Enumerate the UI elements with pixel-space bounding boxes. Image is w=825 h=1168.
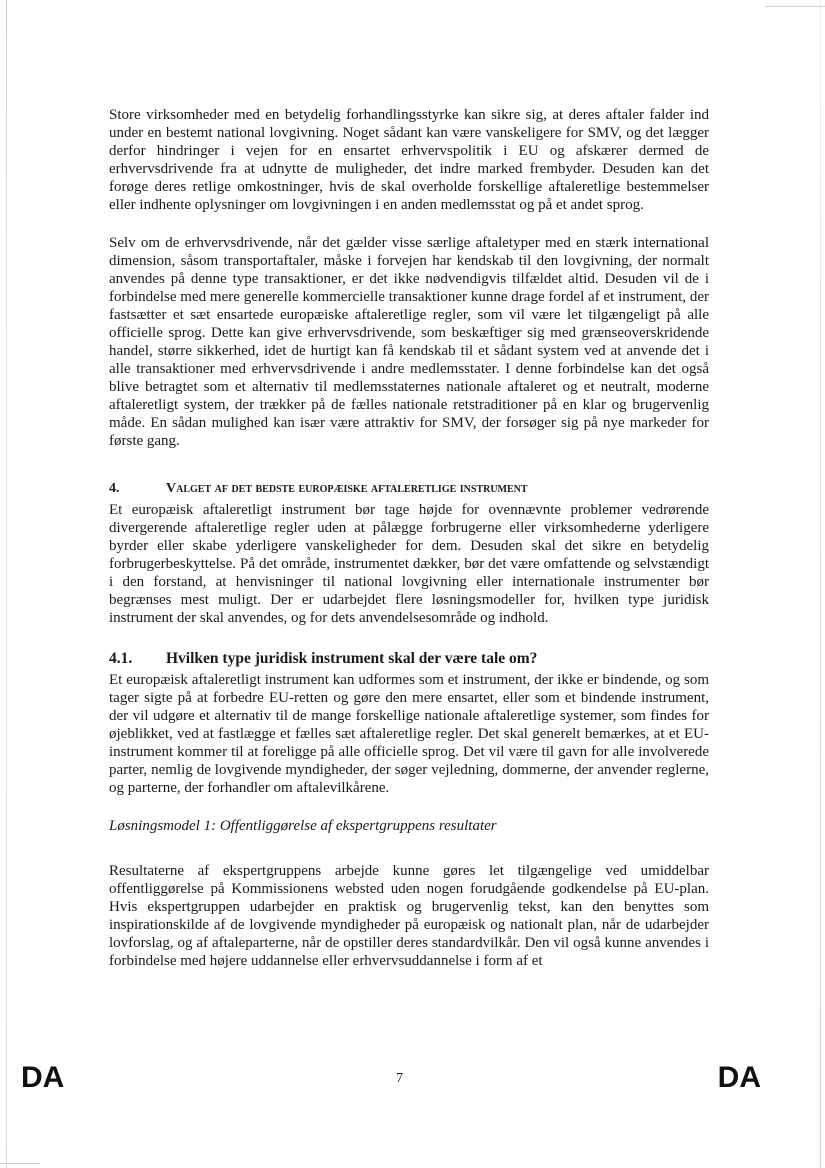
scan-edge-left: [6, 0, 7, 1168]
paragraph-instrument-requirements: Et europæisk aftaleretligt instrument bør tage højde for ovennævnte problemer vedrørende divergerende aftaleretlige regler uden at pålægge forbrugerne eller virksomhederne yderligere byrder eller skabe yderligere vanskeligheder for dem. Desuden skal det sikre en betydelig forbrugerbeskyttelse. På det område, instrumentet dækker, bør det være omfattende og selvstændigt i den forstand, at henvisninger til national lovgivning eller internationale instrumenter bør begrænses mest muligt. Der er udarbejdet flere løsningsmodeller for, hvilken type juridisk instrument der skal anvendes, og for dets anvendelsesområde og indhold.: [109, 502, 709, 626]
scan-mark-bottom: [0, 1163, 40, 1164]
paragraph-international-dimension: Selv om de erhvervsdrivende, når det gælder visse særlige aftaletyper med en stærk international dimension, såsom transportaftaler, måske i forvejen har kendskab til den lovgivning, der normalt anvendes på denne type transaktioner, er det ikke nødvendigvis tilfældet altid. Desuden vil de i forbindelse med mere generelle kommercielle transaktioner kunne drage fordel af et instrument, der fastsætter et sæt ensartede europæiske aftaleretlige regler, som vil være let tilgængeligt på alle officielle sprog. Dette kan give erhvervsdrivende, som beskæftiger sig med grænseoverskridende handel, større sikkerhed, idet de hurtigt kan få kendskab til et sådant system ved at anvende det i alle transaktioner med erhvervsdrivende i andre medlemsstater. I denne forbindelse kan det også blive betragtet som et alternativ til medlemsstaternes nationale aftaleret og et neutralt, moderne aftaleretligt system, der trækker på de fælles nationale retstraditioner på en klar og brugervenlig måde. En sådan mulighed kan især være attraktiv for SMV, der forsøger sig på nye markeder for første gang.: [109, 235, 709, 449]
section-4-title: Valget af det bedste europæiske aftaleretlige instrument: [166, 481, 528, 496]
page-number: 7: [396, 1071, 403, 1086]
footer-language-right: DA: [717, 1061, 761, 1094]
section-4-1-title: Hvilken type juridisk instrument skal der være tale om?: [166, 650, 538, 667]
section-4-number: 4.: [109, 481, 120, 496]
model-1-heading: Løsningsmodel 1: Offentliggørelse af ekspertgruppens resultater: [109, 818, 497, 834]
section-4-1-number: 4.1.: [109, 650, 133, 667]
page-content: [109, 106, 709, 970]
paragraph-smv-negotiation: Store virksomheder med en betydelig forhandlingsstyrke kan sikre sig, at deres aftaler falder ind under en bestemt national lovgivning. Noget sådant kan være vanskeligere for SMV, og det lægger derfor hindringer i vejen for en ensartet erhvervspolitik i EU og afskærer dermed de erhvervsdrivende fra at udnytte de muligheder, det indre marked frembyder. Desuden kan det forøge deres retlige omkostninger, hvis de skal overholde forskellige aftaleretlige bestemmelser eller indhente oplysninger om lovgivningen i en anden medlemsstat og på et andet sprog.: [109, 107, 709, 213]
scan-edge-right: [820, 0, 821, 1168]
scan-mark-top: [765, 6, 825, 7]
section-4-heading: [109, 480, 709, 498]
paragraph-instrument-type: Et europæisk aftaleretligt instrument kan udformes som et instrument, der ikke er bindende, og som tager sigte på at forbedre EU-retten og gøre den mere ensartet, eller som et bindende instrument, der vil udgøre et alternativ til de mange forskellige nationale aftaleretlige systemer, som findes for øjeblikket, ved at fastlægge et fælles sæt aftaleretlige regler. Det skal generelt bemærkes, at et EU-instrument kommer til at foreligge på alle officielle sprog. Det vil være til gavn for alle involverede parter, nemlig de lovgivende myndigheder, der søger vejledning, dommerne, der anvender reglerne, og parterne, der forhandler om aftalevilkårene.: [109, 672, 709, 796]
section-4-1-heading: [109, 649, 709, 669]
paragraph-expert-group-results: Resultaterne af ekspertgruppens arbejde kunne gøres let tilgængelige ved umiddelbar offentliggørelse på Kommissionens websted uden nogen forudgående godkendelse på EU-plan. Hvis ekspertgruppen udarbejder en praktisk og brugervenlig tekst, kan den benyttes som inspirationskilde af de lovgivende myndigheder på europæisk og nationalt plan, når de udarbejder lovforslag, og af aftaleparterne, når de opstiller deres standardvilkår. Den vil også kunne anvendes i forbindelse med højere uddannelse eller erhvervsuddannelse i form af et: [109, 863, 709, 969]
footer-language-left: DA: [21, 1061, 65, 1094]
